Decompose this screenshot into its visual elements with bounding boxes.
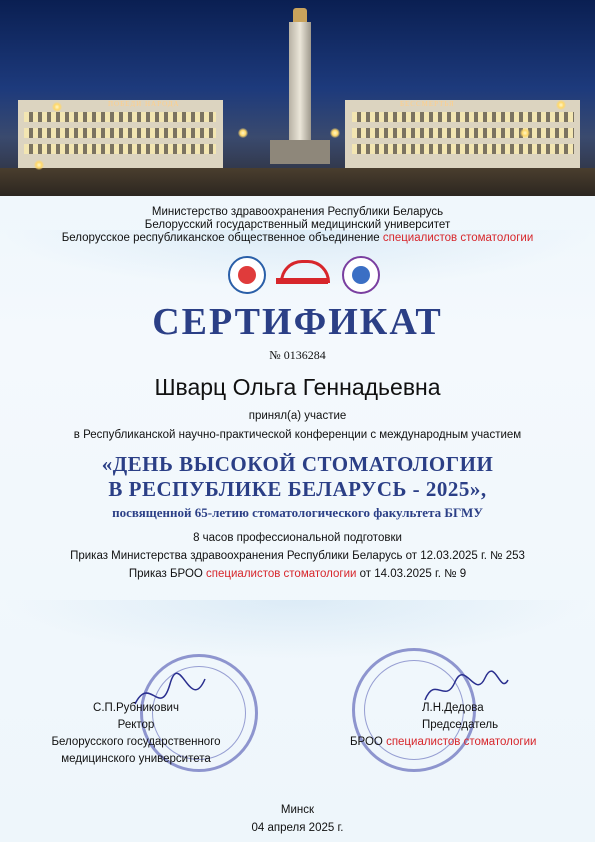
logos-row — [0, 254, 595, 296]
chair-signature-block — [350, 700, 570, 751]
chair-org-prefix: БРОО — [350, 736, 383, 748]
association-logo-icon — [276, 260, 328, 286]
event-title-line1: «ДЕНЬ ВЫСОКОЙ СТОМАТОЛОГИИ — [101, 452, 494, 476]
header-association — [0, 232, 595, 245]
event-title-line2: В РЕСПУБЛИКЕ БЕЛАРУСЬ - 2025», — [108, 477, 487, 501]
order-association-highlight: специалистов стоматологии — [206, 568, 357, 580]
rector-org-line2: медицинского университета — [61, 753, 211, 765]
chair-org — [350, 734, 570, 751]
header-university: Белорусский государственный медицинский университет — [144, 219, 451, 231]
certificate-title: СЕРТИФИКАТ — [152, 301, 443, 343]
header-association-highlight: специалистов стоматологии — [382, 232, 534, 244]
order-ministry: Приказ Министерства здравоохранения Республики Беларусь от 12.03.2025 г. № 253 — [70, 550, 525, 562]
rector-signature-block — [36, 700, 236, 768]
event-title — [0, 452, 595, 502]
header-ministry: Министерство здравоохранения Республики Беларусь — [151, 206, 444, 218]
university-logo-icon — [228, 256, 266, 294]
building-sign-left: ПОБЕДИ НАРОДА — [108, 100, 180, 108]
building-sign-right: БЕССМЕРТЬЯ — [400, 100, 455, 108]
issue-date: 04 апреля 2025 г. — [251, 822, 344, 834]
chair-role: Председатель — [422, 719, 499, 731]
event-subtitle: посвященной 65-летию стоматологического факультета БГМУ — [112, 505, 483, 520]
participation-text: принял(а) участие — [248, 410, 347, 422]
recipient-name: Шварц Ольга Геннадьевна — [154, 374, 441, 400]
city: Минск — [280, 804, 315, 816]
order-association-prefix: Приказ БРОО — [128, 568, 203, 580]
certificate-number: № 0136284 — [269, 348, 326, 362]
rector-role: Ректор — [117, 719, 155, 731]
rector-org-line1: Белорусского государственного — [51, 736, 221, 748]
order-association — [0, 568, 595, 580]
hours-text: 8 часов профессиональной подготовки — [193, 532, 402, 544]
chair-name: Л.Н.Дедова — [422, 702, 484, 714]
order-association-suffix: от 14.03.2025 г. № 9 — [359, 568, 467, 580]
faculty-emblem-icon — [342, 256, 380, 294]
header-photo — [0, 0, 595, 196]
header-association-prefix: Белорусское республиканское общественное объединение — [61, 232, 380, 244]
event-intro: в Республиканской научно-практической конференции с международным участием — [73, 429, 522, 441]
chair-org-highlight: специалистов стоматологии — [386, 736, 537, 748]
rector-name: С.П.Рубникович — [93, 702, 179, 714]
